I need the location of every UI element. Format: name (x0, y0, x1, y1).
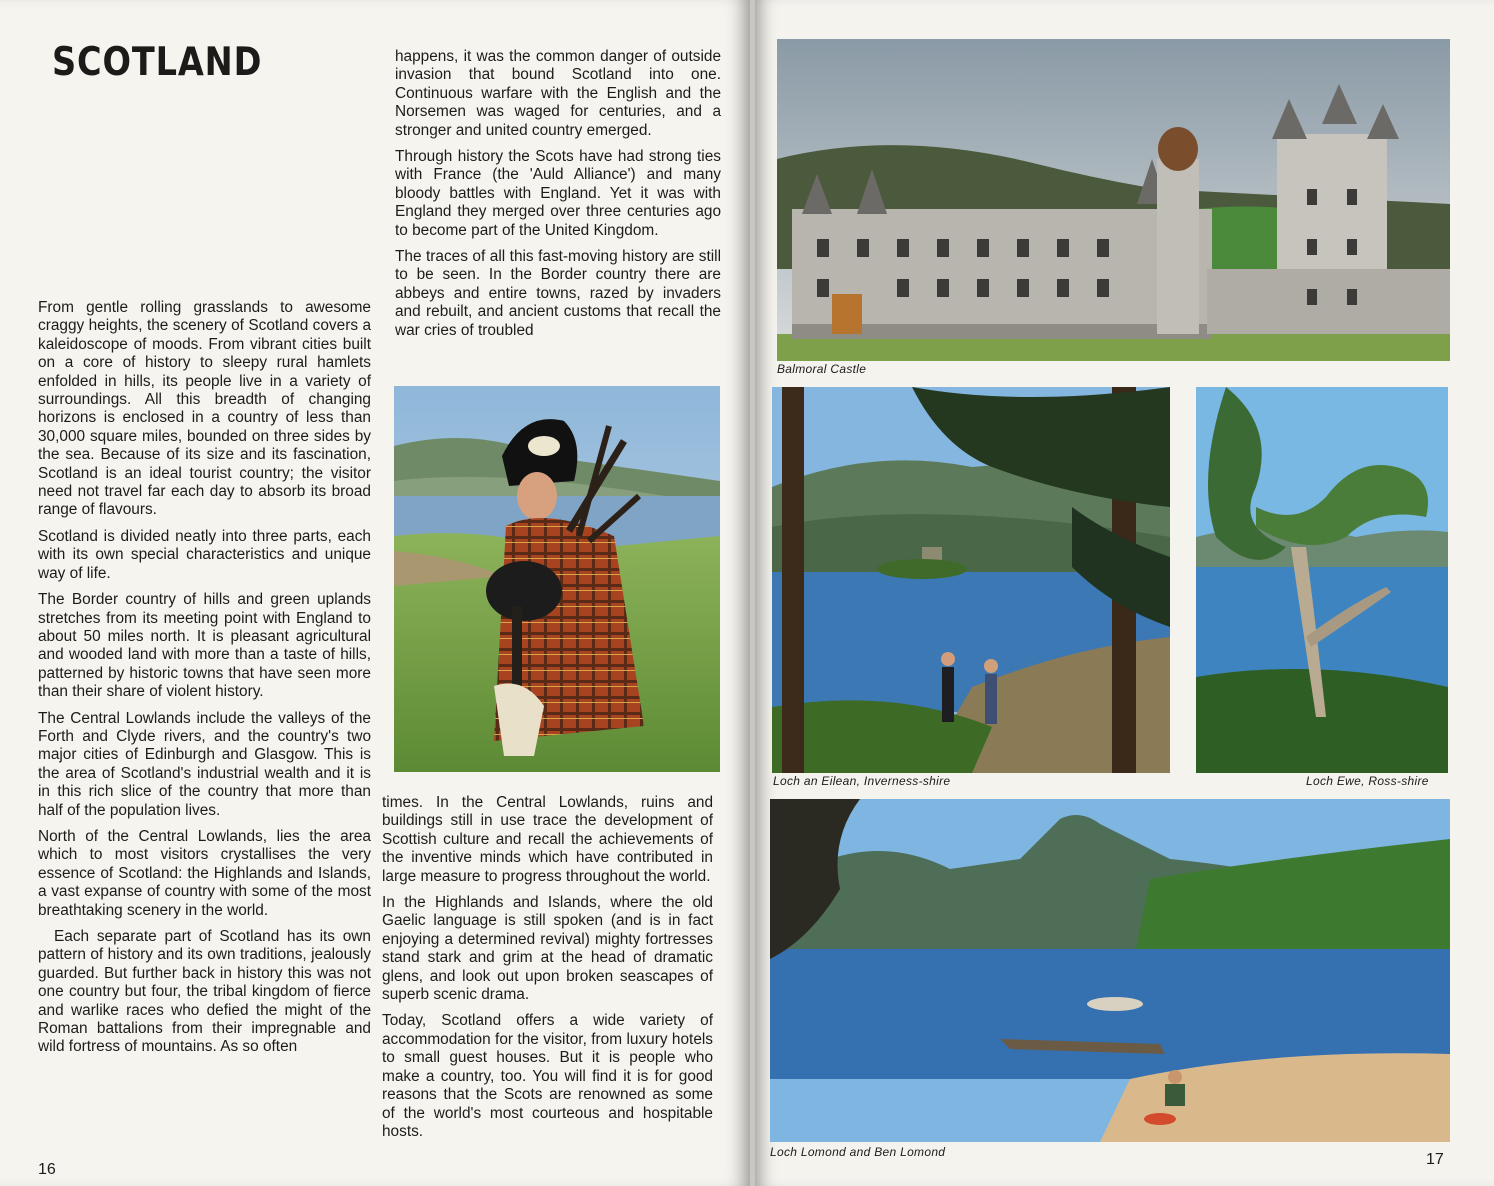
balmoral-castle-photo (777, 39, 1450, 361)
paragraph: From gentle rolling grasslands to awesome craggy heights, the scenery of Scotland covers a kaleidoscope of moods. From vibrant cities built on a core of history to sleepy rural hamlets enfolded in hills, its people live in a variety of surroundings. All this breadth of changing horizons is enclosed in a country of less than 30,000 square miles, bounded on three sides by the sea. Because of its size and its fascination, Scotland is an ideal tourist country; the visitor need not travel far each day to absorb its broad range of flavours. (38, 299, 371, 519)
loch-ewe-photo (1196, 387, 1448, 773)
piper-photo (394, 386, 720, 772)
paragraph: Through history the Scots have had strong ties with France (the 'Auld Alliance') and many bloody battles with England. Yet it was with England they merged over three centuries ago to become part of the United Kingdom. (395, 148, 721, 239)
page-title: SCOTLAND (52, 40, 263, 85)
page-number-left: 16 (38, 1161, 56, 1178)
paragraph: happens, it was the common danger of outside invasion that bound Scotland into one. Continuous warfare with the English and the Norsemen was waged for centuries, and a stronger and united country emerged. (395, 48, 721, 139)
loch-an-eilean-photo (772, 387, 1170, 773)
caption-loch-lomond: Loch Lomond and Ben Lomond (770, 1145, 946, 1159)
paragraph: The traces of all this fast-moving history are still to be seen. In the Border country there are abbeys and entire towns, razed by invaders and rebuilt, and ancient customs that recall the war cries of troubled (395, 248, 721, 339)
page-number-right: 17 (1426, 1151, 1444, 1168)
right-page (755, 0, 1494, 1186)
text-column-1 (38, 299, 371, 1065)
paragraph: The Border country of hills and green uplands stretches from its meeting point with England to about 50 miles north. It is pleasant agricultural and wooded land with more than a taste of hills, patterned by historic towns that have seen more than their share of violent history. (38, 591, 371, 701)
paragraph: Scotland is divided neatly into three parts, each with its own special characteristics and unique way of life. (38, 527, 371, 582)
caption-balmoral: Balmoral Castle (777, 362, 867, 376)
paragraph: North of the Central Lowlands, lies the area which to most visitors crystallises the very essence of Scotland: the Highlands and Islands, a vast expanse of country with some of the most breathtaking scenery in the world. (38, 827, 371, 919)
caption-loch-an-eilean: Loch an Eilean, Inverness-shire (773, 774, 951, 788)
paragraph: Each separate part of Scotland has its own pattern of history and its own traditions, jealously guarded. But further back in history this was not one country but four, the tribal kingdom of fierce and warlike races who defied the might of the Roman battalions from their impregnable and wild fortress of mountains. As so often (38, 928, 371, 1056)
paragraph: times. In the Central Lowlands, ruins and buildings still in use trace the development of Scottish culture and recall the achievements of the inventive minds which have contributed in large measure to progress throughout the world. (382, 794, 713, 885)
loch-lomond-photo (770, 799, 1450, 1142)
text-column-2 (395, 48, 721, 348)
paragraph: The Central Lowlands include the valleys of the Forth and Clyde rivers, and the country's two major cities of Edinburgh and Glasgow. This is the area of Scotland's industrial wealth and it is in this rich slice of the country that more than half of the population lives. (38, 709, 371, 819)
paragraph: Today, Scotland offers a wide variety of accommodation for the visitor, from luxury hotels to small guest houses. But it is people who make a country, too. You will find it is for good reasons that the Scots are renowned as some of the world's most courteous and hospitable hosts. (382, 1012, 713, 1140)
paragraph: In the Highlands and Islands, where the old Gaelic language is still spoken (and is in fact enjoying a determined revival) mighty fortresses stand stark and grim at the head of dramatic glens, and look out upon broken seascapes of superb scenic drama. (382, 894, 713, 1004)
text-column-3 (382, 794, 713, 1149)
caption-loch-ewe: Loch Ewe, Ross-shire (1306, 774, 1429, 788)
